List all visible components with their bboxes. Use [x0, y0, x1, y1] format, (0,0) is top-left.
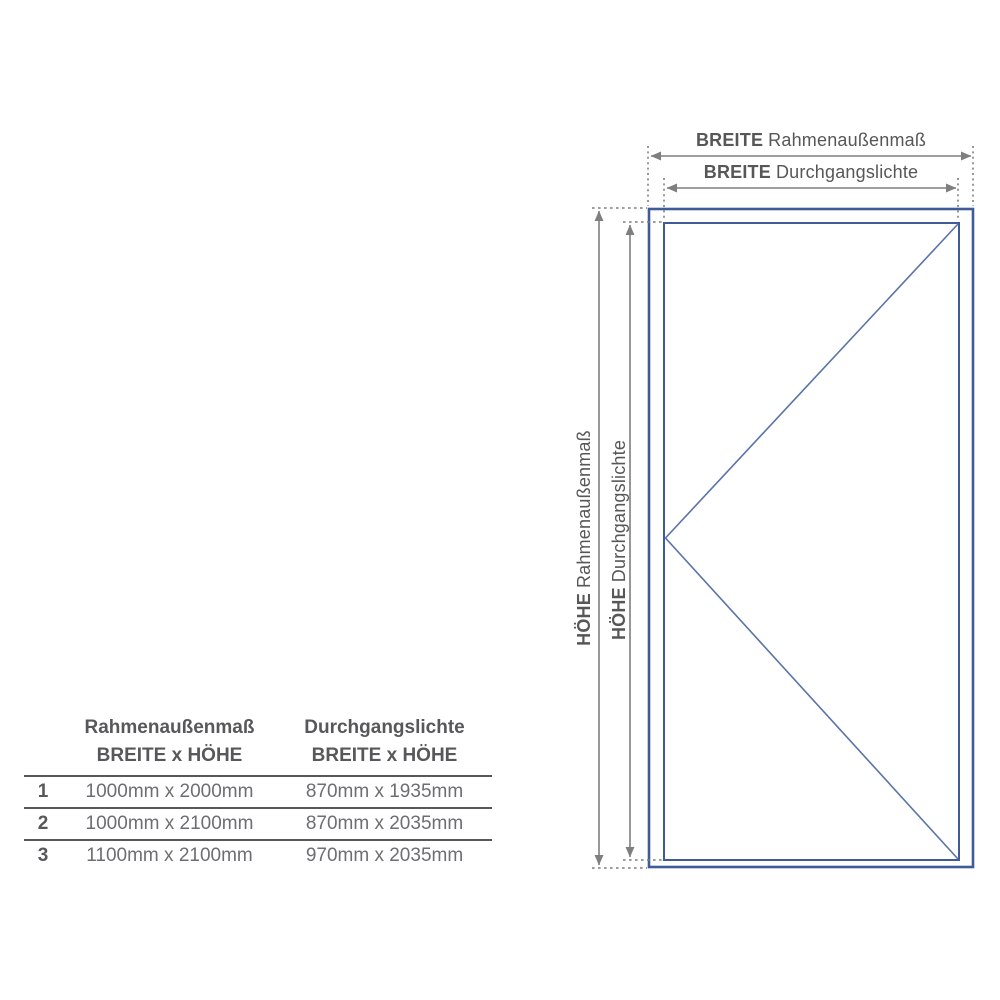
size-table-header-clear-subtitle: BREITE x HÖHE [311, 745, 458, 766]
row-clear-size: 970mm x 2035mm [305, 845, 464, 866]
table-row [24, 775, 492, 807]
size-table [24, 714, 492, 871]
row-outer-size: 1100mm x 2100mm [86, 845, 253, 866]
size-table-header-clear-title: Durchgangslichte [304, 717, 465, 738]
door-swing-indicator [666, 224, 959, 859]
label-width-outer-text: Rahmenaußenmaß [768, 130, 927, 150]
size-table-header-outer-title: Rahmenaußenmaß [84, 717, 255, 738]
label-width-outer [648, 130, 974, 151]
row-number: 1 [37, 781, 49, 802]
row-number: 3 [37, 845, 49, 866]
label-width-inner-text: Durchgangslichte [775, 162, 919, 182]
table-row [24, 807, 492, 839]
door-frame-outer [649, 209, 973, 867]
size-table-header [24, 714, 492, 775]
size-table-header-spacer [24, 714, 62, 775]
row-number: 2 [37, 813, 49, 834]
label-height-inner-bold: HÖHE [609, 587, 629, 641]
row-outer-size: 1000mm x 2000mm [85, 781, 254, 802]
label-height-inner-text: Durchgangslichte [609, 439, 629, 583]
label-height-outer [573, 388, 595, 688]
label-width-inner-bold: BREITE [703, 162, 771, 182]
row-clear-size: 870mm x 1935mm [305, 781, 464, 802]
label-height-outer-bold: HÖHE [574, 593, 594, 646]
door-leaf-inner [664, 223, 959, 860]
size-table-header-outer-subtitle: BREITE x HÖHE [96, 745, 243, 766]
label-width-outer-bold: BREITE [695, 130, 764, 150]
label-width-inner [648, 162, 974, 183]
row-outer-size: 1000mm x 2100mm [85, 813, 254, 834]
row-clear-size: 870mm x 2035mm [305, 813, 464, 834]
label-height-outer-text: Rahmenaußenmaß [574, 430, 594, 589]
size-table-header-outer [62, 714, 277, 775]
label-height-inner [608, 390, 630, 690]
table-row [24, 839, 492, 871]
size-table-header-clear [277, 714, 492, 775]
